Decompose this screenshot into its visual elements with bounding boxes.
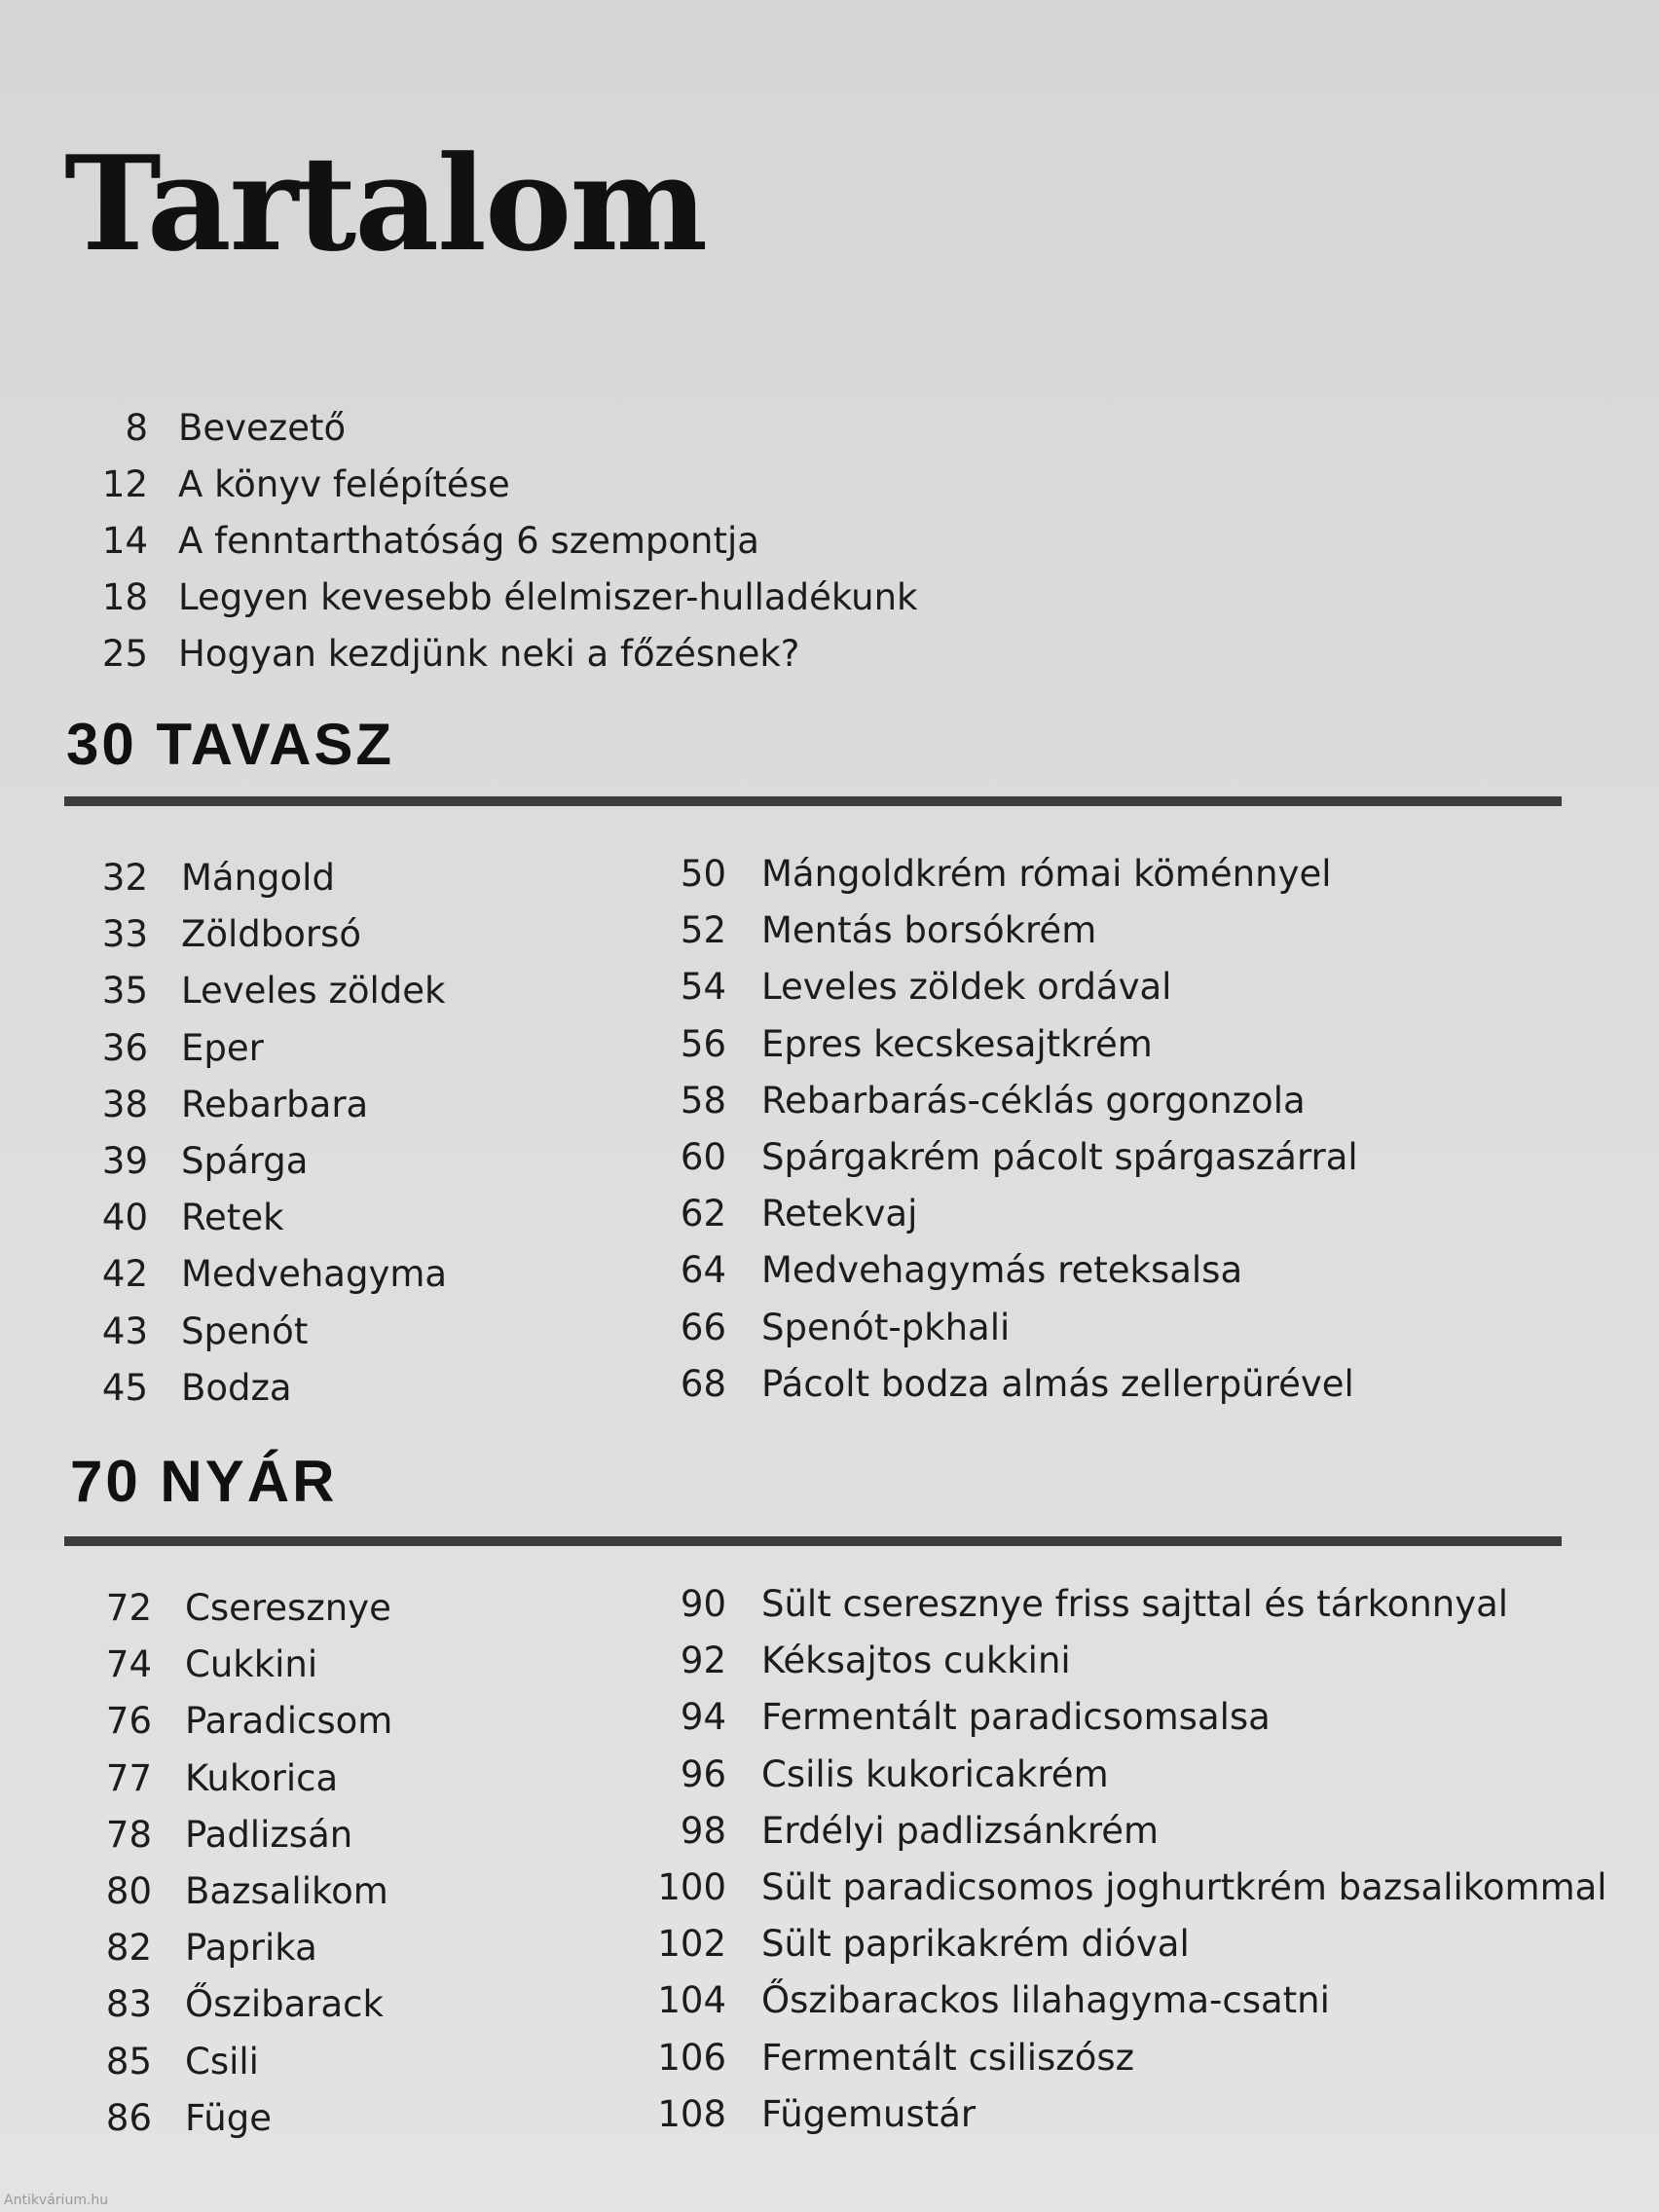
- toc-page-number: 18: [101, 576, 148, 618]
- toc-page-number: 60: [680, 1136, 726, 1178]
- toc-page-number: 96: [680, 1752, 726, 1795]
- section-title: TAVASZ: [156, 712, 395, 777]
- toc-entry-label: A könyv felépítése: [178, 463, 510, 505]
- toc-page-number: 72: [105, 1587, 152, 1629]
- section-divider: [64, 1536, 1562, 1546]
- toc-page-number: 43: [101, 1309, 148, 1352]
- toc-entry-label: Cseresznye: [185, 1587, 391, 1629]
- toc-page-number: 32: [101, 857, 148, 899]
- toc-page-number: 62: [680, 1193, 726, 1235]
- toc-entry-label: Bevezető: [178, 407, 347, 449]
- toc-page-number: 98: [680, 1809, 726, 1852]
- toc-entry-label: Fermentált csiliszósz: [761, 2036, 1135, 2079]
- toc-page-number: 35: [101, 970, 148, 1013]
- toc-page-number: 82: [105, 1927, 152, 1970]
- toc-entry-label: Spenót-pkhali: [761, 1306, 1011, 1348]
- toc-page-number: 86: [105, 2096, 152, 2139]
- toc-entry-label: Medvehagyma: [181, 1253, 448, 1296]
- toc-entry-label: Őszibarack: [185, 1983, 384, 2026]
- toc-page-number: 106: [657, 2036, 726, 2079]
- toc-entry-label: Füge: [185, 2096, 272, 2139]
- toc-page-number: 85: [105, 2040, 152, 2083]
- toc-entry-label: Paradicsom: [185, 1700, 393, 1743]
- toc-page-number: 92: [680, 1640, 726, 1682]
- toc-page-number: 33: [101, 913, 148, 956]
- toc-page-number: 104: [657, 1979, 726, 2022]
- toc-page-number: 78: [105, 1813, 152, 1856]
- page-title: Tartalom: [64, 127, 707, 280]
- toc-page-number: 40: [101, 1197, 148, 1239]
- toc-entry-label: Cukkini: [185, 1643, 318, 1686]
- section-page-number: 70: [70, 1449, 141, 1514]
- toc-entry-label: Retek: [181, 1197, 284, 1239]
- toc-entry-label: Őszibarackos lilahagyma-csatni: [761, 1979, 1330, 2022]
- toc-page-number: 45: [101, 1366, 148, 1409]
- toc-entry-label: Mángold: [181, 857, 335, 899]
- toc-page-number: 25: [101, 633, 148, 675]
- toc-page-number: 66: [680, 1306, 726, 1348]
- section-heading: [70, 1448, 337, 1515]
- toc-page-number: 12: [101, 463, 148, 505]
- toc-entry-label: Mángoldkrém római köménnyel: [761, 853, 1332, 895]
- toc-entry-label: Sült paradicsomos joghurtkrém bazsalikommal: [761, 1866, 1607, 1908]
- toc-entry-label: Spenót: [181, 1309, 309, 1352]
- toc-entry-label: Leveles zöldek: [181, 970, 446, 1013]
- toc-entry-label: Kukorica: [185, 1756, 339, 1799]
- toc-entry-label: Paprika: [185, 1927, 317, 1970]
- toc-page-number: 83: [105, 1983, 152, 2026]
- toc-entry-label: Fügemustár: [761, 2092, 977, 2135]
- toc-page-number: 52: [680, 909, 726, 952]
- toc-entry-label: Padlizsán: [185, 1813, 353, 1856]
- toc-entry-label: Erdélyi padlizsánkrém: [761, 1809, 1160, 1852]
- toc-page-number: 39: [101, 1140, 148, 1182]
- toc-entry-label: Sült cseresznye friss sajttal és tárkonnyal: [761, 1583, 1509, 1625]
- toc-page-number: 90: [680, 1583, 726, 1625]
- toc-page-number: 74: [105, 1643, 152, 1686]
- watermark: Antikvárium.hu: [4, 2193, 109, 2208]
- toc-entry-label: Bazsalikom: [185, 1870, 388, 1912]
- toc-entry-label: Retekvaj: [761, 1193, 918, 1235]
- toc-page-number: 100: [657, 1866, 726, 1908]
- toc-entry-label: Hogyan kezdjünk neki a főzésnek?: [178, 633, 800, 675]
- toc-entry-label: Epres kecskesajtkrém: [761, 1022, 1153, 1065]
- toc-entry-label: Spárgakrém pácolt spárgaszárral: [761, 1136, 1358, 1178]
- section-title: NYÁR: [160, 1449, 338, 1514]
- section-page-number: 30: [66, 712, 137, 777]
- toc-page-number: 54: [680, 966, 726, 1009]
- section-heading: [66, 711, 394, 778]
- toc-entry-label: Bodza: [181, 1366, 292, 1409]
- toc-entry-label: Csili: [185, 2040, 259, 2083]
- toc-page-number: 8: [125, 407, 148, 449]
- toc-page-number: 38: [101, 1083, 148, 1125]
- toc-entry-label: Legyen kevesebb élelmiszer-hulladékunk: [178, 576, 918, 618]
- toc-page-number: 80: [105, 1870, 152, 1912]
- toc-page-number: 94: [680, 1696, 726, 1739]
- toc-page-number: 102: [657, 1923, 726, 1966]
- toc-entry-label: Sült paprikakrém dióval: [761, 1923, 1190, 1966]
- toc-page-number: 42: [101, 1253, 148, 1296]
- toc-entry-label: Spárga: [181, 1140, 309, 1182]
- toc-page-number: 76: [105, 1700, 152, 1743]
- toc-page-number: 14: [101, 520, 148, 562]
- toc-entry-label: Rebarbarás-céklás gorgonzola: [761, 1079, 1306, 1122]
- toc-entry-label: Pácolt bodza almás zellerpürével: [761, 1362, 1354, 1405]
- toc-page-number: 56: [680, 1022, 726, 1065]
- toc-page-number: 50: [680, 853, 726, 895]
- section-divider: [64, 796, 1562, 806]
- toc-entry-label: Fermentált paradicsomsalsa: [761, 1696, 1271, 1739]
- toc-entry-label: Zöldborsó: [181, 913, 361, 956]
- toc-page-number: 108: [657, 2092, 726, 2135]
- toc-page-number: 36: [101, 1026, 148, 1069]
- toc-entry-label: A fenntarthatóság 6 szempontja: [178, 520, 759, 562]
- toc-page-number: 68: [680, 1362, 726, 1405]
- toc-page-number: 77: [105, 1756, 152, 1799]
- toc-page-number: 64: [680, 1249, 726, 1292]
- toc-entry-label: Kéksajtos cukkini: [761, 1640, 1071, 1682]
- toc-entry-label: Csilis kukoricakrém: [761, 1752, 1109, 1795]
- toc-page-number: 58: [680, 1079, 726, 1122]
- toc-entry-label: Rebarbara: [181, 1083, 369, 1125]
- toc-entry-label: Mentás borsókrém: [761, 909, 1097, 952]
- toc-entry-label: Leveles zöldek ordával: [761, 966, 1172, 1009]
- toc-entry-label: Eper: [181, 1026, 264, 1069]
- toc-entry-label: Medvehagymás reteksalsa: [761, 1249, 1243, 1292]
